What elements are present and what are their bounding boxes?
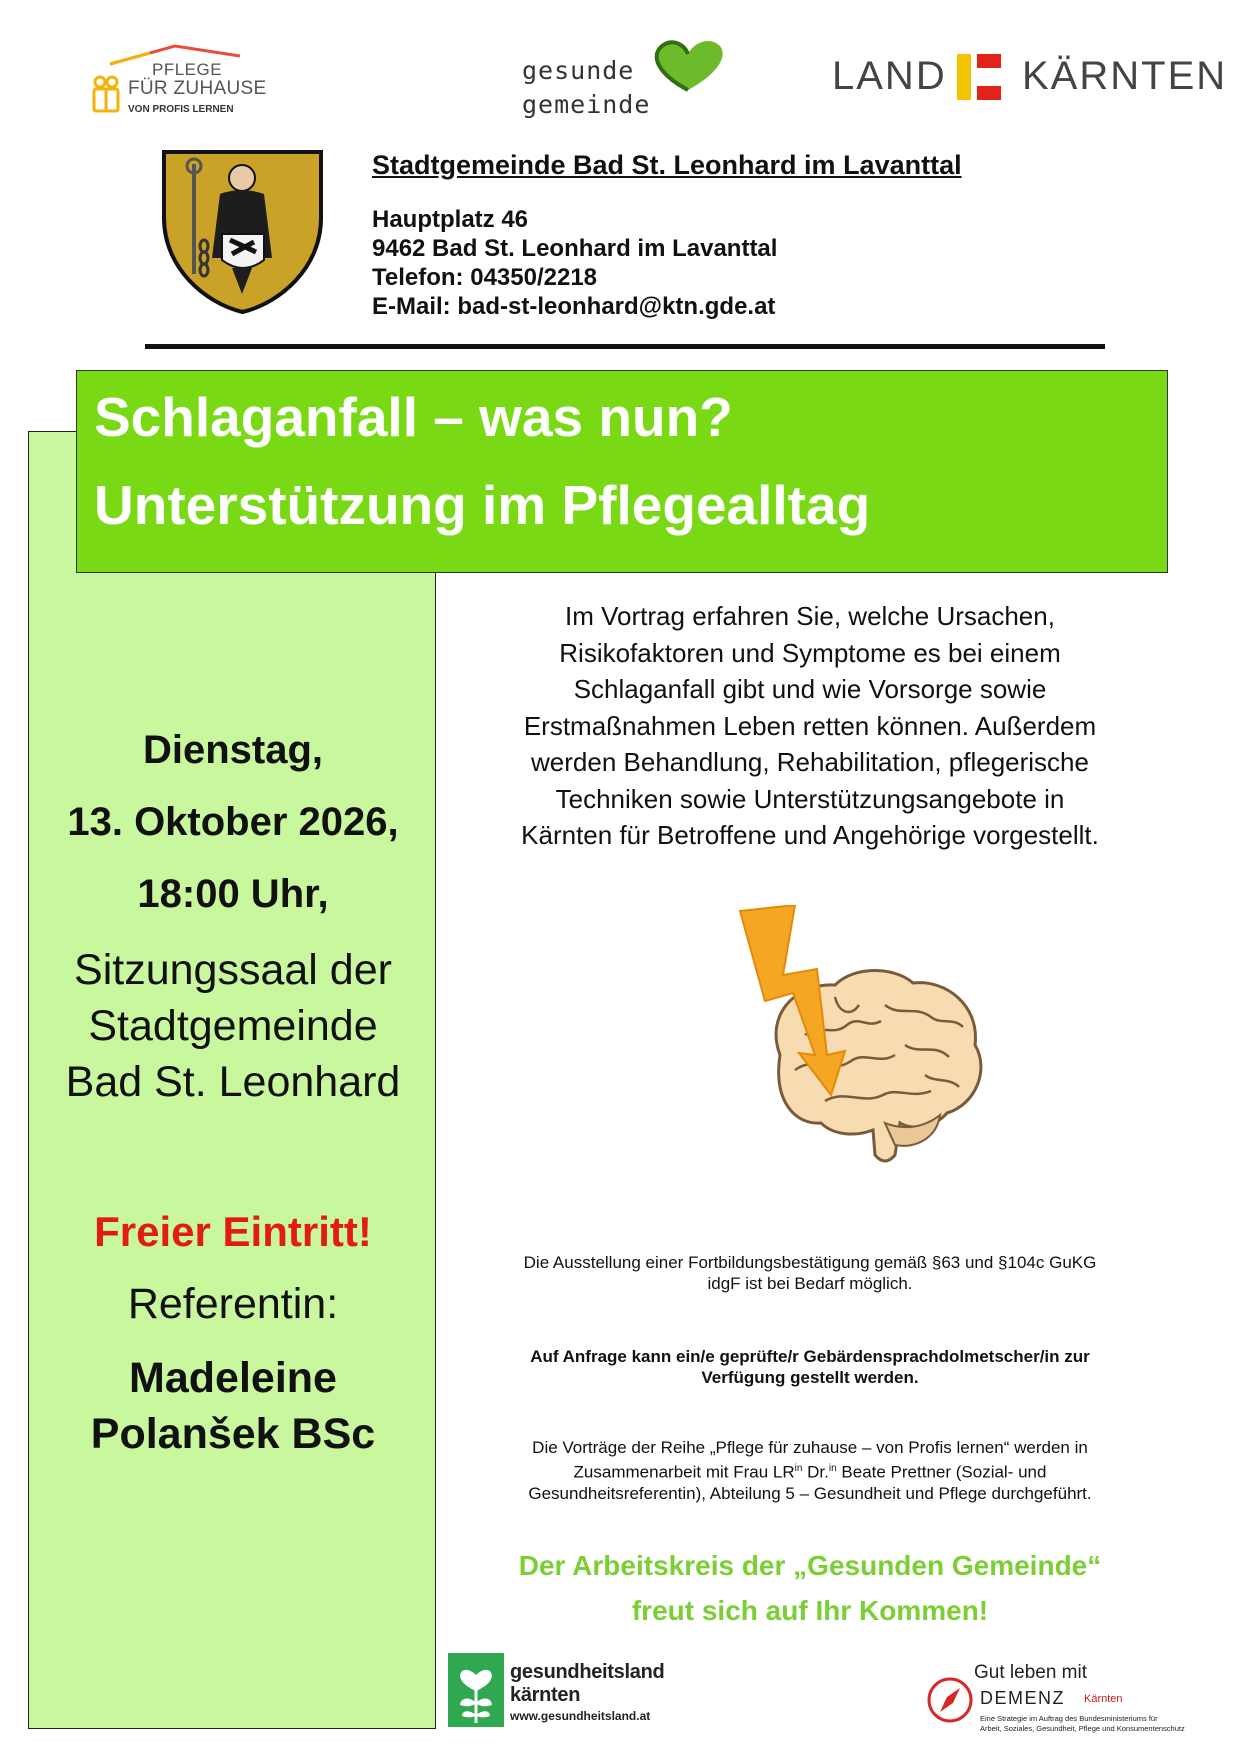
gesunde-gemeinde-logo [520, 38, 730, 128]
logo-text: Kärnten [1084, 1693, 1123, 1705]
speaker-name: Madeleine [129, 1354, 337, 1402]
logo-text: PFLEGE [152, 60, 223, 79]
coat-of-arms-icon [160, 148, 325, 316]
title-banner [76, 370, 1168, 573]
event-day: Dienstag, [142, 728, 324, 772]
logo-text: kärnten [510, 1684, 581, 1706]
address-phone: Telefon: 04350/2218 [372, 264, 598, 291]
logo-text: VON PROFIS LERNEN [128, 104, 234, 115]
description-line: Techniken sowie Unterstützungsangebote in [555, 783, 1065, 814]
logo-text: DEMENZ [980, 1688, 1065, 1708]
closing-message [470, 1543, 1150, 1633]
closing-line: freut sich auf Ihr Kommen! [631, 1595, 989, 1626]
logo-text: gesunde [522, 56, 635, 85]
free-entry-notice: Freier Eintritt! [94, 1208, 372, 1255]
note-line: Gesundheitsreferentin), Abteilung 5 – Gesundheit und Pflege durchgeführt. [528, 1483, 1092, 1503]
event-time: 18:00 Uhr, [137, 872, 329, 916]
logo-url: www.gesundheitsland.at [510, 1709, 651, 1723]
compass-icon [926, 1676, 974, 1724]
description-line: Erstmaßnahmen Leben retten können. Außerdem [523, 710, 1097, 741]
venue-line: Bad St. Leonhard [65, 1058, 401, 1106]
organization-name: Stadtgemeinde Bad St. Leonhard im Lavanttal [372, 150, 962, 180]
logo-text: Gut leben mit [974, 1662, 1087, 1683]
page-subtitle: Unterstützung im Pflegealltag [94, 474, 871, 536]
gut-leben-mit-demenz-logo [924, 1662, 1194, 1742]
logo-text: Eine Strategie im Auftrag des Bundesministeriums für [980, 1714, 1158, 1723]
description-text [470, 598, 1150, 854]
logo-text: KÄRNTEN [1022, 54, 1228, 98]
note-line: Auf Anfrage kann ein/e geprüfte/r Gebärdensprachdolmetscher/in zur [530, 1347, 1090, 1366]
description-line: Kärnten für Betroffene und Angehörige vorgestellt. [521, 820, 1099, 850]
speaker-name: Polanšek BSc [90, 1410, 376, 1458]
series-note [470, 1437, 1150, 1504]
land-kaernten-logo [832, 52, 1228, 108]
address-email: E-Mail: bad-st-leonhard@ktn.gde.at [372, 293, 776, 320]
venue-line: Sitzungssaal der [74, 946, 392, 994]
note-line: Zusammenarbeit mit Frau $LR^{in}$ Dr.$^{in}$ Beate Prettner (Sozial- und [573, 1462, 1047, 1482]
note-line: Die Ausstellung einer Fortbildungsbestätigung gemäß §63 und §104c GuKG [523, 1253, 1097, 1272]
gesundheitsland-plant-icon [448, 1653, 504, 1727]
logo-text: gemeinde [522, 90, 651, 119]
certificate-note [470, 1252, 1150, 1294]
brain-lightning-icon [735, 905, 995, 1205]
event-date: 13. Oktober 2026, [67, 800, 399, 844]
event-info-panel [28, 431, 436, 1729]
header-divider [145, 344, 1105, 349]
page-title: Schlaganfall – was nun? [94, 386, 733, 448]
logo-text: Arbeit, Soziales, Gesundheit, Pflege und Konsumentenschutz [980, 1724, 1185, 1733]
address-city: 9462 Bad St. Leonhard im Lavanttal [372, 235, 778, 262]
address-street: Hauptplatz 46 [372, 206, 529, 233]
description-line: werden Behandlung, Rehabilitation, pflegerische [531, 747, 1089, 777]
description-line: Risikofaktoren und Symptome es bei einem [559, 637, 1061, 668]
pflege-fuer-zuhause-logo [90, 42, 267, 122]
venue-line: Stadtgemeinde [88, 1002, 378, 1050]
logo-text: gesundheitsland [510, 1661, 665, 1683]
description-line: Schlaganfall gibt und wie Vorsorge sowie [573, 674, 1047, 704]
note-line: Verfügung gestellt werden. [701, 1368, 919, 1387]
note-line: idgF ist bei Bedarf möglich. [707, 1274, 913, 1293]
note-line: Die Vorträge der Reihe „Pflege für zuhause – von Profis lernen“ werden in [532, 1438, 1088, 1457]
gesundheitsland-kaernten-logo [448, 1653, 668, 1727]
logo-text: LAND [832, 54, 947, 98]
interpreter-note [470, 1346, 1150, 1388]
heart-icon [648, 38, 728, 94]
description-line: Im Vortrag erfahren Sie, welche Ursachen, [565, 601, 1055, 631]
closing-line: Der Arbeitskreis der „Gesunden Gemeinde“ [518, 1550, 1102, 1581]
logo-text: FÜR ZUHAUSE [128, 78, 267, 99]
speaker-label: Referentin: [127, 1280, 339, 1328]
kaernten-emblem-icon [957, 54, 1003, 100]
